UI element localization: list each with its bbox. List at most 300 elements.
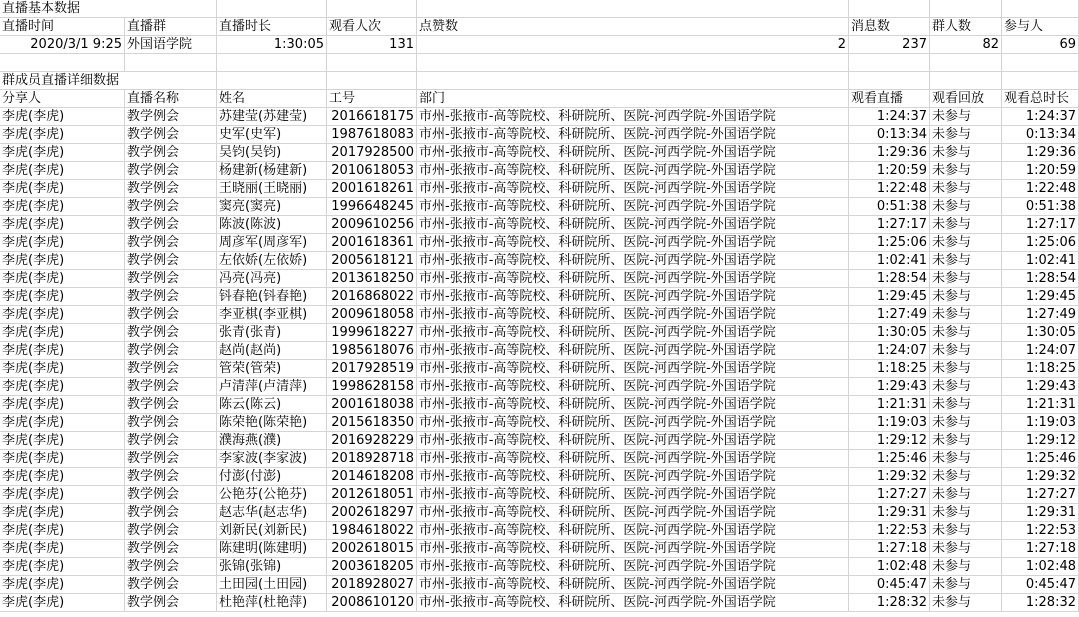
cell-watch-live[interactable]: 1:24:37 <box>849 108 930 126</box>
cell-employee-id[interactable]: 1998628158 <box>327 378 417 396</box>
cell-share-person[interactable]: 李虎(李虎) <box>0 468 125 486</box>
section-title-row-detail <box>0 72 1079 90</box>
cell-department[interactable]: 市州-张掖市-高等院校、科研院所、医院-河西学院-外国语学院 <box>417 522 849 540</box>
empty-cell[interactable] <box>1002 54 1079 72</box>
cell-live-name[interactable]: 教学例会 <box>125 468 217 486</box>
table-row <box>0 162 1079 180</box>
empty-cell[interactable] <box>417 0 849 18</box>
cell-watch-total[interactable]: 1:29:36 <box>1002 144 1079 162</box>
cell-employee-id[interactable]: 2002618015 <box>327 540 417 558</box>
cell-watch-total[interactable]: 0:45:47 <box>1002 576 1079 594</box>
table-row <box>0 108 1079 126</box>
cell-watch-total[interactable]: 1:29:12 <box>1002 432 1079 450</box>
cell-name[interactable]: 左依娇(左依娇) <box>217 252 327 270</box>
cell-share-person[interactable]: 李虎(李虎) <box>0 396 125 414</box>
cell-watch-replay[interactable]: 未参与 <box>930 360 1002 378</box>
cell-name[interactable]: 公艳芬(公艳芬) <box>217 486 327 504</box>
cell-share-person[interactable]: 李虎(李虎) <box>0 252 125 270</box>
cell-department[interactable]: 市州-张掖市-高等院校、科研院所、医院-河西学院-外国语学院 <box>417 468 849 486</box>
cell-watch-replay[interactable]: 未参与 <box>930 576 1002 594</box>
cell-employee-id[interactable]: 2016618175 <box>327 108 417 126</box>
cell-name[interactable]: 卢清萍(卢清萍) <box>217 378 327 396</box>
table-row <box>0 234 1079 252</box>
cell-employee-id[interactable]: 2010618053 <box>327 162 417 180</box>
cell-live-name[interactable]: 教学例会 <box>125 270 217 288</box>
cell-share-person[interactable]: 李虎(李虎) <box>0 522 125 540</box>
cell-watch-total[interactable]: 1:29:45 <box>1002 288 1079 306</box>
cell-live-name[interactable]: 教学例会 <box>125 540 217 558</box>
table-row <box>0 522 1079 540</box>
cell-name[interactable]: 钭春艳(钭春艳) <box>217 288 327 306</box>
cell-live-name[interactable]: 教学例会 <box>125 594 217 612</box>
cell-watch-replay[interactable]: 未参与 <box>930 162 1002 180</box>
empty-cell[interactable] <box>327 72 417 90</box>
cell-department[interactable]: 市州-张掖市-高等院校、科研院所、医院-河西学院-外国语学院 <box>417 198 849 216</box>
cell-name[interactable]: 吴钧(吴钧) <box>217 144 327 162</box>
cell-name[interactable]: 李亚棋(李亚棋) <box>217 306 327 324</box>
header-view-count[interactable]: 观看人次 <box>327 18 417 36</box>
cell-share-person[interactable]: 李虎(李虎) <box>0 126 125 144</box>
cell-department[interactable]: 市州-张掖市-高等院校、科研院所、医院-河西学院-外国语学院 <box>417 378 849 396</box>
cell-watch-live[interactable]: 1:28:54 <box>849 270 930 288</box>
cell-live-name[interactable]: 教学例会 <box>125 486 217 504</box>
cell-department[interactable]: 市州-张掖市-高等院校、科研院所、医院-河西学院-外国语学院 <box>417 450 849 468</box>
cell-live-name[interactable]: 教学例会 <box>125 360 217 378</box>
header-messages[interactable]: 消息数 <box>849 18 930 36</box>
cell-name[interactable]: 陈荣艳(陈荣艳) <box>217 414 327 432</box>
cell-share-person[interactable]: 李虎(李虎) <box>0 378 125 396</box>
cell-department[interactable]: 市州-张掖市-高等院校、科研院所、医院-河西学院-外国语学院 <box>417 144 849 162</box>
cell-watch-replay[interactable]: 未参与 <box>930 234 1002 252</box>
cell-watch-total[interactable]: 1:27:49 <box>1002 306 1079 324</box>
header-participants[interactable]: 参与人 <box>1002 18 1079 36</box>
cell-department[interactable]: 市州-张掖市-高等院校、科研院所、医院-河西学院-外国语学院 <box>417 252 849 270</box>
cell-watch-total[interactable]: 1:02:41 <box>1002 252 1079 270</box>
cell-share-person[interactable]: 李虎(李虎) <box>0 486 125 504</box>
cell-name[interactable]: 土田园(土田园) <box>217 576 327 594</box>
cell-employee-id[interactable]: 2012618051 <box>327 486 417 504</box>
cell-watch-total[interactable]: 1:27:18 <box>1002 540 1079 558</box>
value-live-time[interactable]: 2020/3/1 9:25 <box>0 36 125 54</box>
cell-watch-live[interactable]: 1:29:31 <box>849 504 930 522</box>
cell-watch-live[interactable]: 1:25:06 <box>849 234 930 252</box>
cell-watch-live[interactable]: 1:27:27 <box>849 486 930 504</box>
cell-watch-total[interactable]: 1:18:25 <box>1002 360 1079 378</box>
section-title-detail[interactable]: 群成员直播详细数据 <box>0 72 217 90</box>
cell-department[interactable]: 市州-张掖市-高等院校、科研院所、医院-河西学院-外国语学院 <box>417 540 849 558</box>
cell-employee-id[interactable]: 1999618227 <box>327 324 417 342</box>
cell-share-person[interactable]: 李虎(李虎) <box>0 558 125 576</box>
cell-share-person[interactable]: 李虎(李虎) <box>0 144 125 162</box>
cell-name[interactable]: 陈建明(陈建明) <box>217 540 327 558</box>
basic-header-row <box>0 18 1079 36</box>
empty-cell[interactable] <box>217 0 327 18</box>
cell-watch-replay[interactable]: 未参与 <box>930 144 1002 162</box>
cell-department[interactable]: 市州-张掖市-高等院校、科研院所、医院-河西学院-外国语学院 <box>417 594 849 612</box>
table-row <box>0 486 1079 504</box>
cell-live-name[interactable]: 教学例会 <box>125 216 217 234</box>
cell-watch-live[interactable]: 1:19:03 <box>849 414 930 432</box>
cell-watch-live[interactable]: 1:18:25 <box>849 360 930 378</box>
cell-live-name[interactable]: 教学例会 <box>125 432 217 450</box>
table-row <box>0 180 1079 198</box>
cell-watch-total[interactable]: 1:29:31 <box>1002 504 1079 522</box>
cell-watch-replay[interactable]: 未参与 <box>930 342 1002 360</box>
header-share-person[interactable]: 分享人 <box>0 90 125 108</box>
cell-employee-id[interactable]: 2008610120 <box>327 594 417 612</box>
header-live-name[interactable]: 直播名称 <box>125 90 217 108</box>
cell-live-name[interactable]: 教学例会 <box>125 252 217 270</box>
cell-department[interactable]: 市州-张掖市-高等院校、科研院所、医院-河西学院-外国语学院 <box>417 306 849 324</box>
header-watch-replay[interactable]: 观看回放 <box>930 90 1002 108</box>
table-row <box>0 342 1079 360</box>
value-likes[interactable]: 2 <box>417 36 849 54</box>
cell-watch-live[interactable]: 1:24:07 <box>849 342 930 360</box>
table-row <box>0 396 1079 414</box>
table-row <box>0 324 1079 342</box>
cell-name[interactable]: 赵志华(赵志华) <box>217 504 327 522</box>
value-group-size[interactable]: 82 <box>930 36 1002 54</box>
cell-watch-replay[interactable]: 未参与 <box>930 306 1002 324</box>
cell-live-name[interactable]: 教学例会 <box>125 504 217 522</box>
cell-department[interactable]: 市州-张掖市-高等院校、科研院所、医院-河西学院-外国语学院 <box>417 414 849 432</box>
cell-share-person[interactable]: 李虎(李虎) <box>0 342 125 360</box>
cell-watch-live[interactable]: 1:29:45 <box>849 288 930 306</box>
table-row <box>0 450 1079 468</box>
cell-employee-id[interactable]: 2016868022 <box>327 288 417 306</box>
cell-name[interactable]: 陈波(陈波) <box>217 216 327 234</box>
cell-employee-id[interactable]: 2014618208 <box>327 468 417 486</box>
cell-employee-id[interactable]: 1987618083 <box>327 126 417 144</box>
table-row <box>0 144 1079 162</box>
cell-employee-id[interactable]: 2018928027 <box>327 576 417 594</box>
cell-live-name[interactable]: 教学例会 <box>125 450 217 468</box>
cell-watch-total[interactable]: 1:22:48 <box>1002 180 1079 198</box>
table-row <box>0 432 1079 450</box>
cell-department[interactable]: 市州-张掖市-高等院校、科研院所、医院-河西学院-外国语学院 <box>417 432 849 450</box>
cell-watch-live[interactable]: 0:13:34 <box>849 126 930 144</box>
cell-department[interactable]: 市州-张掖市-高等院校、科研院所、医院-河西学院-外国语学院 <box>417 234 849 252</box>
empty-cell[interactable] <box>849 54 930 72</box>
cell-share-person[interactable]: 李虎(李虎) <box>0 180 125 198</box>
cell-live-name[interactable]: 教学例会 <box>125 576 217 594</box>
header-name[interactable]: 姓名 <box>217 90 327 108</box>
header-group-size[interactable]: 群人数 <box>930 18 1002 36</box>
cell-watch-live[interactable]: 1:27:49 <box>849 306 930 324</box>
cell-live-name[interactable]: 教学例会 <box>125 522 217 540</box>
empty-cell[interactable] <box>217 54 327 72</box>
cell-share-person[interactable]: 李虎(李虎) <box>0 198 125 216</box>
cell-share-person[interactable]: 李虎(李虎) <box>0 108 125 126</box>
cell-share-person[interactable]: 李虎(李虎) <box>0 504 125 522</box>
cell-share-person[interactable]: 李虎(李虎) <box>0 324 125 342</box>
cell-watch-replay[interactable]: 未参与 <box>930 324 1002 342</box>
header-live-duration[interactable]: 直播时长 <box>217 18 327 36</box>
cell-name[interactable]: 濮海燕(濮) <box>217 432 327 450</box>
cell-live-name[interactable]: 教学例会 <box>125 288 217 306</box>
cell-department[interactable]: 市州-张掖市-高等院校、科研院所、医院-河西学院-外国语学院 <box>417 504 849 522</box>
cell-employee-id[interactable]: 2016928229 <box>327 432 417 450</box>
cell-watch-replay[interactable]: 未参与 <box>930 522 1002 540</box>
cell-watch-live[interactable]: 1:02:41 <box>849 252 930 270</box>
cell-watch-live[interactable]: 1:02:48 <box>849 558 930 576</box>
cell-live-name[interactable]: 教学例会 <box>125 342 217 360</box>
cell-watch-live[interactable]: 1:27:18 <box>849 540 930 558</box>
cell-watch-total[interactable]: 1:27:17 <box>1002 216 1079 234</box>
cell-employee-id[interactable]: 2001618038 <box>327 396 417 414</box>
cell-share-person[interactable]: 李虎(李虎) <box>0 234 125 252</box>
section-title-row-basic <box>0 0 1079 18</box>
cell-name[interactable]: 李家波(李家波) <box>217 450 327 468</box>
cell-watch-total[interactable]: 1:28:32 <box>1002 594 1079 612</box>
cell-share-person[interactable]: 李虎(李虎) <box>0 360 125 378</box>
cell-name[interactable]: 张青(张青) <box>217 324 327 342</box>
cell-live-name[interactable]: 教学例会 <box>125 144 217 162</box>
empty-cell[interactable] <box>217 72 327 90</box>
table-row <box>0 576 1079 594</box>
cell-watch-replay[interactable]: 未参与 <box>930 540 1002 558</box>
cell-watch-total[interactable]: 0:51:38 <box>1002 198 1079 216</box>
cell-share-person[interactable]: 李虎(李虎) <box>0 216 125 234</box>
cell-watch-total[interactable]: 1:27:27 <box>1002 486 1079 504</box>
cell-live-name[interactable]: 教学例会 <box>125 396 217 414</box>
cell-watch-replay[interactable]: 未参与 <box>930 126 1002 144</box>
table-row <box>0 216 1079 234</box>
cell-department[interactable]: 市州-张掖市-高等院校、科研院所、医院-河西学院-外国语学院 <box>417 270 849 288</box>
table-row <box>0 198 1079 216</box>
value-live-duration[interactable]: 1:30:05 <box>217 36 327 54</box>
cell-live-name[interactable]: 教学例会 <box>125 558 217 576</box>
cell-name[interactable]: 杨建新(杨建新) <box>217 162 327 180</box>
cell-watch-replay[interactable]: 未参与 <box>930 180 1002 198</box>
cell-share-person[interactable]: 李虎(李虎) <box>0 576 125 594</box>
cell-name[interactable]: 周彦军(周彦军) <box>217 234 327 252</box>
cell-department[interactable]: 市州-张掖市-高等院校、科研院所、医院-河西学院-外国语学院 <box>417 108 849 126</box>
cell-share-person[interactable]: 李虎(李虎) <box>0 450 125 468</box>
cell-share-person[interactable]: 李虎(李虎) <box>0 540 125 558</box>
cell-watch-replay[interactable]: 未参与 <box>930 378 1002 396</box>
cell-department[interactable]: 市州-张掖市-高等院校、科研院所、医院-河西学院-外国语学院 <box>417 288 849 306</box>
cell-name[interactable]: 刘新民(刘新民) <box>217 522 327 540</box>
cell-employee-id[interactable]: 2009618058 <box>327 306 417 324</box>
basic-values-row <box>0 36 1079 54</box>
cell-watch-live[interactable]: 1:20:59 <box>849 162 930 180</box>
cell-watch-replay[interactable]: 未参与 <box>930 504 1002 522</box>
cell-live-name[interactable]: 教学例会 <box>125 324 217 342</box>
cell-employee-id[interactable]: 2018928718 <box>327 450 417 468</box>
header-live-group[interactable]: 直播群 <box>125 18 217 36</box>
cell-watch-replay[interactable]: 未参与 <box>930 468 1002 486</box>
cell-employee-id[interactable]: 1996648245 <box>327 198 417 216</box>
table-row <box>0 360 1079 378</box>
cell-department[interactable]: 市州-张掖市-高等院校、科研院所、医院-河西学院-外国语学院 <box>417 486 849 504</box>
cell-watch-total[interactable]: 1:19:03 <box>1002 414 1079 432</box>
cell-watch-live[interactable]: 1:29:32 <box>849 468 930 486</box>
cell-department[interactable]: 市州-张掖市-高等院校、科研院所、医院-河西学院-外国语学院 <box>417 324 849 342</box>
cell-watch-live[interactable]: 1:29:43 <box>849 378 930 396</box>
cell-name[interactable]: 苏建莹(苏建莹) <box>217 108 327 126</box>
table-row <box>0 378 1079 396</box>
cell-department[interactable]: 市州-张掖市-高等院校、科研院所、医院-河西学院-外国语学院 <box>417 576 849 594</box>
cell-department[interactable]: 市州-张掖市-高等院校、科研院所、医院-河西学院-外国语学院 <box>417 216 849 234</box>
cell-watch-replay[interactable]: 未参与 <box>930 270 1002 288</box>
cell-watch-replay[interactable]: 未参与 <box>930 450 1002 468</box>
cell-department[interactable]: 市州-张掖市-高等院校、科研院所、医院-河西学院-外国语学院 <box>417 342 849 360</box>
cell-share-person[interactable]: 李虎(李虎) <box>0 594 125 612</box>
cell-watch-total[interactable]: 1:20:59 <box>1002 162 1079 180</box>
cell-watch-replay[interactable]: 未参与 <box>930 108 1002 126</box>
cell-watch-total[interactable]: 1:22:53 <box>1002 522 1079 540</box>
empty-cell[interactable] <box>1002 72 1079 90</box>
cell-live-name[interactable]: 教学例会 <box>125 162 217 180</box>
header-department[interactable]: 部门 <box>417 90 849 108</box>
empty-cell[interactable] <box>417 54 849 72</box>
cell-watch-live[interactable]: 1:30:05 <box>849 324 930 342</box>
cell-watch-total[interactable]: 0:13:34 <box>1002 126 1079 144</box>
empty-cell[interactable] <box>417 72 849 90</box>
cell-employee-id[interactable]: 1984618022 <box>327 522 417 540</box>
empty-cell[interactable] <box>0 54 125 72</box>
cell-department[interactable]: 市州-张掖市-高等院校、科研院所、医院-河西学院-外国语学院 <box>417 162 849 180</box>
cell-watch-total[interactable]: 1:29:43 <box>1002 378 1079 396</box>
empty-cell[interactable] <box>327 54 417 72</box>
cell-watch-replay[interactable]: 未参与 <box>930 396 1002 414</box>
table-row <box>0 306 1079 324</box>
table-row <box>0 288 1079 306</box>
cell-employee-id[interactable]: 2013618250 <box>327 270 417 288</box>
cell-department[interactable]: 市州-张掖市-高等院校、科研院所、医院-河西学院-外国语学院 <box>417 360 849 378</box>
cell-watch-live[interactable]: 1:29:12 <box>849 432 930 450</box>
cell-watch-total[interactable]: 1:25:06 <box>1002 234 1079 252</box>
cell-watch-replay[interactable]: 未参与 <box>930 432 1002 450</box>
cell-employee-id[interactable]: 1985618076 <box>327 342 417 360</box>
empty-cell[interactable] <box>327 0 417 18</box>
cell-watch-live[interactable]: 1:22:53 <box>849 522 930 540</box>
table-row <box>0 558 1079 576</box>
cell-watch-live[interactable]: 1:25:46 <box>849 450 930 468</box>
cell-name[interactable]: 陈云(陈云) <box>217 396 327 414</box>
cell-watch-live[interactable]: 0:51:38 <box>849 198 930 216</box>
cell-watch-live[interactable]: 1:21:31 <box>849 396 930 414</box>
cell-watch-total[interactable]: 1:24:37 <box>1002 108 1079 126</box>
value-live-group[interactable]: 外国语学院 <box>125 36 217 54</box>
table-row <box>0 594 1079 612</box>
header-watch-live[interactable]: 观看直播 <box>849 90 930 108</box>
cell-department[interactable]: 市州-张掖市-高等院校、科研院所、医院-河西学院-外国语学院 <box>417 180 849 198</box>
header-live-time[interactable]: 直播时间 <box>0 18 125 36</box>
cell-share-person[interactable]: 李虎(李虎) <box>0 432 125 450</box>
cell-name[interactable]: 管荣(管荣) <box>217 360 327 378</box>
cell-live-name[interactable]: 教学例会 <box>125 198 217 216</box>
empty-cell[interactable] <box>930 0 1002 18</box>
cell-employee-id[interactable]: 2005618121 <box>327 252 417 270</box>
empty-cell[interactable] <box>1002 0 1079 18</box>
cell-watch-replay[interactable]: 未参与 <box>930 198 1002 216</box>
section-title-basic[interactable]: 直播基本数据 <box>0 0 217 18</box>
cell-live-name[interactable]: 教学例会 <box>125 180 217 198</box>
cell-watch-total[interactable]: 1:21:31 <box>1002 396 1079 414</box>
cell-name[interactable]: 窦亮(窦亮) <box>217 198 327 216</box>
cell-watch-replay[interactable]: 未参与 <box>930 594 1002 612</box>
empty-cell[interactable] <box>930 72 1002 90</box>
cell-watch-replay[interactable]: 未参与 <box>930 414 1002 432</box>
cell-live-name[interactable]: 教学例会 <box>125 378 217 396</box>
cell-watch-live[interactable]: 1:27:17 <box>849 216 930 234</box>
value-participants[interactable]: 69 <box>1002 36 1079 54</box>
cell-employee-id[interactable]: 2003618205 <box>327 558 417 576</box>
cell-live-name[interactable]: 教学例会 <box>125 306 217 324</box>
empty-cell[interactable] <box>849 72 930 90</box>
cell-share-person[interactable]: 李虎(李虎) <box>0 306 125 324</box>
blank-row <box>0 54 1079 72</box>
cell-share-person[interactable]: 李虎(李虎) <box>0 288 125 306</box>
cell-employee-id[interactable]: 2009610256 <box>327 216 417 234</box>
cell-department[interactable]: 市州-张掖市-高等院校、科研院所、医院-河西学院-外国语学院 <box>417 558 849 576</box>
table-row <box>0 252 1079 270</box>
cell-watch-total[interactable]: 1:25:46 <box>1002 450 1079 468</box>
value-messages[interactable]: 237 <box>849 36 930 54</box>
cell-watch-replay[interactable]: 未参与 <box>930 252 1002 270</box>
cell-employee-id[interactable]: 2017928519 <box>327 360 417 378</box>
cell-watch-live[interactable]: 1:29:36 <box>849 144 930 162</box>
cell-name[interactable]: 史军(史军) <box>217 126 327 144</box>
table-row <box>0 504 1079 522</box>
cell-watch-replay[interactable]: 未参与 <box>930 558 1002 576</box>
cell-watch-total[interactable]: 1:24:07 <box>1002 342 1079 360</box>
cell-name[interactable]: 赵尚(赵尚) <box>217 342 327 360</box>
cell-employee-id[interactable]: 2002618297 <box>327 504 417 522</box>
cell-share-person[interactable]: 李虎(李虎) <box>0 270 125 288</box>
cell-name[interactable]: 王晓丽(王晓丽) <box>217 180 327 198</box>
cell-department[interactable]: 市州-张掖市-高等院校、科研院所、医院-河西学院-外国语学院 <box>417 126 849 144</box>
empty-cell[interactable] <box>930 54 1002 72</box>
cell-employee-id[interactable]: 2001618261 <box>327 180 417 198</box>
table-row <box>0 540 1079 558</box>
cell-live-name[interactable]: 教学例会 <box>125 414 217 432</box>
cell-department[interactable]: 市州-张掖市-高等院校、科研院所、医院-河西学院-外国语学院 <box>417 396 849 414</box>
cell-name[interactable]: 付澎(付澎) <box>217 468 327 486</box>
header-employee-id[interactable]: 工号 <box>327 90 417 108</box>
cell-watch-replay[interactable]: 未参与 <box>930 288 1002 306</box>
cell-live-name[interactable]: 教学例会 <box>125 126 217 144</box>
table-row <box>0 414 1079 432</box>
cell-name[interactable]: 杜艳萍(杜艳萍) <box>217 594 327 612</box>
cell-watch-total[interactable]: 1:29:32 <box>1002 468 1079 486</box>
cell-watch-replay[interactable]: 未参与 <box>930 216 1002 234</box>
cell-watch-total[interactable]: 1:30:05 <box>1002 324 1079 342</box>
cell-watch-total[interactable]: 1:28:54 <box>1002 270 1079 288</box>
empty-cell[interactable] <box>125 54 217 72</box>
cell-watch-replay[interactable]: 未参与 <box>930 486 1002 504</box>
cell-name[interactable]: 张锦(张锦) <box>217 558 327 576</box>
cell-employee-id[interactable]: 2001618361 <box>327 234 417 252</box>
cell-name[interactable]: 冯亮(冯亮) <box>217 270 327 288</box>
cell-watch-live[interactable]: 1:28:32 <box>849 594 930 612</box>
cell-share-person[interactable]: 李虎(李虎) <box>0 414 125 432</box>
cell-watch-live[interactable]: 0:45:47 <box>849 576 930 594</box>
header-watch-total[interactable]: 观看总时长 <box>1002 90 1079 108</box>
cell-share-person[interactable]: 李虎(李虎) <box>0 162 125 180</box>
cell-employee-id[interactable]: 2015618350 <box>327 414 417 432</box>
cell-employee-id[interactable]: 2017928500 <box>327 144 417 162</box>
cell-live-name[interactable]: 教学例会 <box>125 234 217 252</box>
cell-watch-total[interactable]: 1:02:48 <box>1002 558 1079 576</box>
cell-watch-live[interactable]: 1:22:48 <box>849 180 930 198</box>
header-likes[interactable]: 点赞数 <box>417 18 849 36</box>
cell-live-name[interactable]: 教学例会 <box>125 108 217 126</box>
empty-cell[interactable] <box>849 0 930 18</box>
value-view-count[interactable]: 131 <box>327 36 417 54</box>
